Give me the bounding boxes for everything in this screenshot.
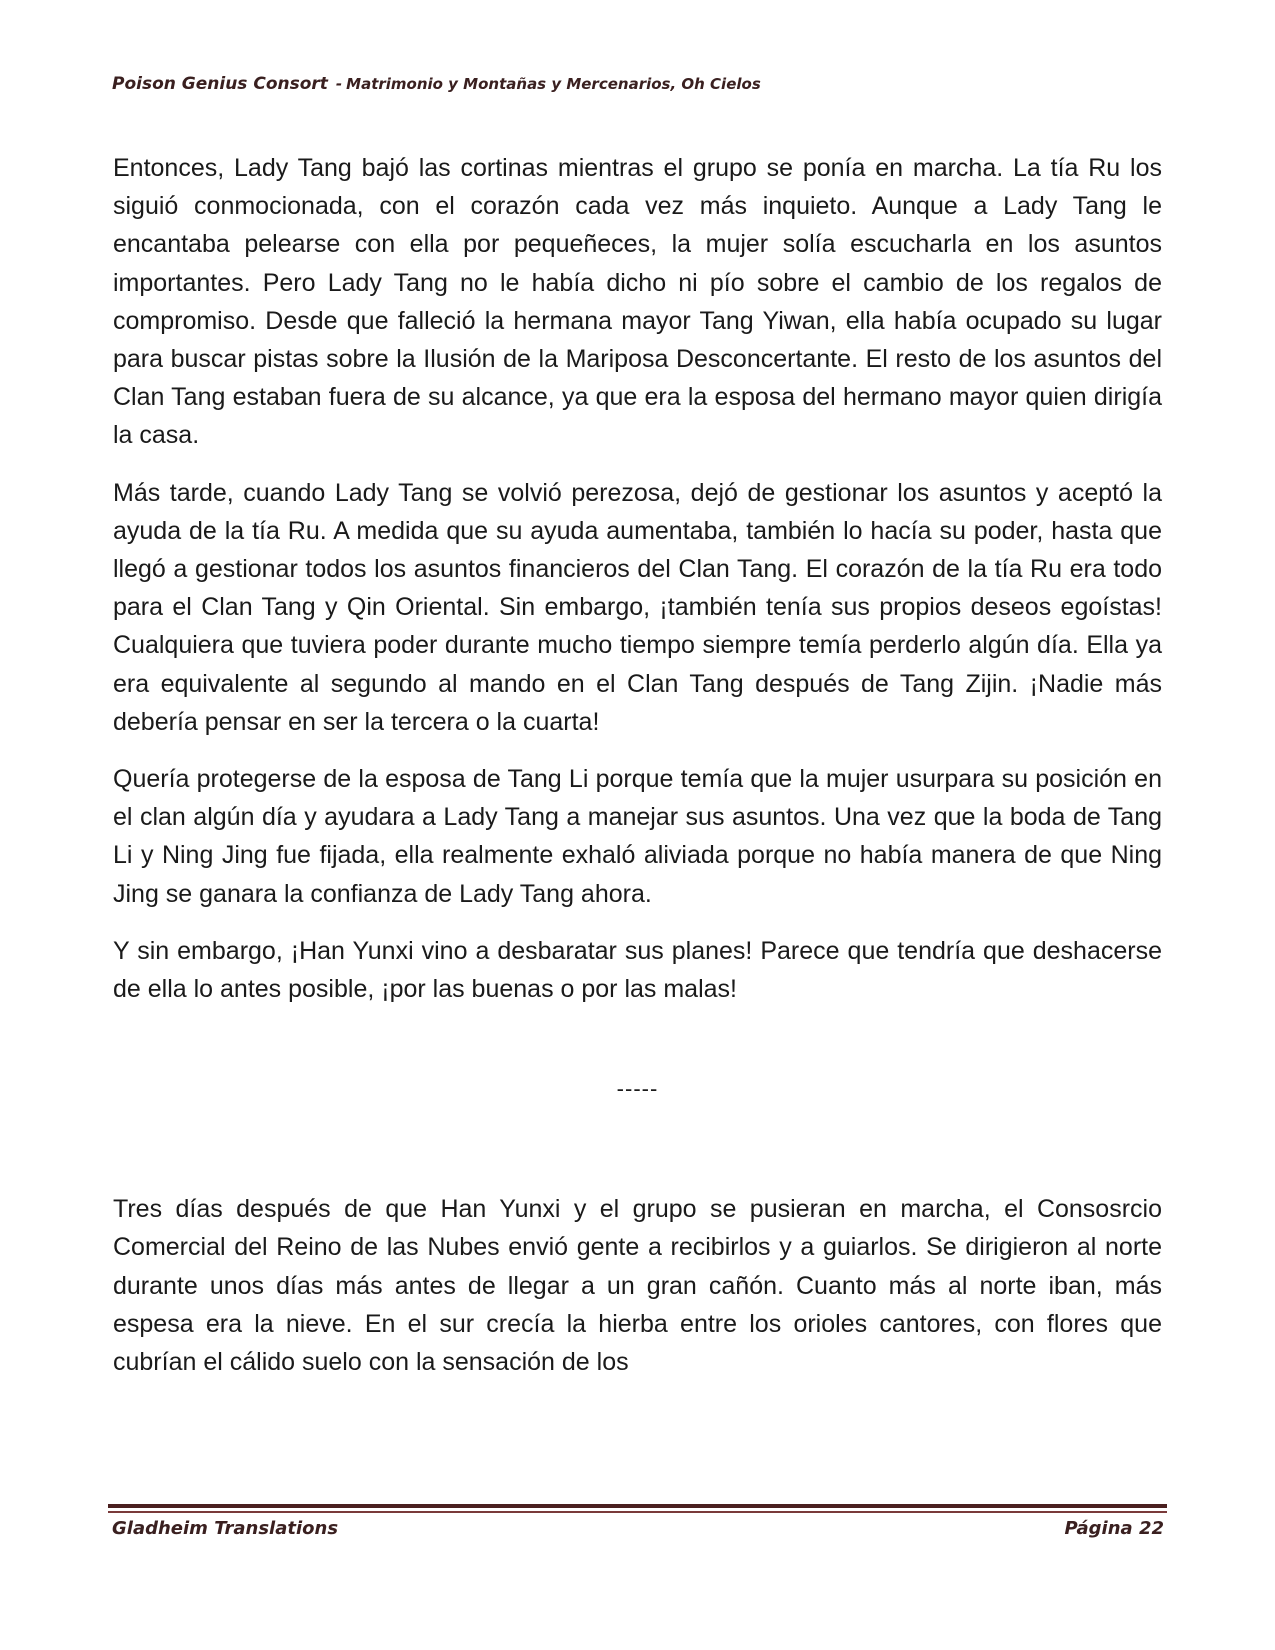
paragraph: Y sin embargo, ¡Han Yunxi vino a desbaratar sus planes! Parece que tendría que deshacerse de ella lo antes posible, ¡por las buenas o por las malas! bbox=[113, 936, 1162, 1004]
page-body bbox=[113, 149, 1162, 1400]
chapter-title: Matrimonio y Montañas y Mercenarios, Oh Cielos bbox=[346, 75, 761, 93]
section-divider: ----- bbox=[616, 1076, 659, 1102]
page-header bbox=[112, 74, 761, 94]
page-number: Página 22 bbox=[1064, 1518, 1164, 1539]
paragraph: Entonces, Lady Tang bajó las cortinas mientras el grupo se ponía en marcha. La tía Ru los siguió conmocionada, con el corazón cada vez más inquieto. Aunque a Lady Tang le encantaba pelearse con ella por pequeñeces, la mujer solía escucharla en los asuntos importantes. Pero Lady Tang no le había dicho ni pío sobre el cambio de los regalos de compromiso. Desde que falleció la hermana mayor Tang Yiwan, ella había ocupado su lugar para buscar pistas sobre la Ilusión de la Mariposa Desconcertante. El resto de los asuntos del Clan Tang estaban fuera de su alcance, ya que era la esposa del hermano mayor quien dirigía la casa. bbox=[113, 154, 1162, 450]
footer-rule-thin bbox=[108, 1511, 1167, 1513]
header-separator: - bbox=[335, 75, 343, 93]
book-title: Poison Genius Consort bbox=[112, 74, 328, 94]
paragraph: Tres días después de que Han Yunxi y el grupo se pusieran en marcha, el Consosrcio Comercial del Reino de las Nubes envió gente a recibirlos y a guiarlos. Se dirigieron al norte durante unos días más antes de llegar a un gran cañón. Cuanto más al norte iban, más espesa era la nieve. En el sur crecía la hierba entre los orioles cantores, con flores que cubrían el cálido suelo con la sensación de los bbox=[113, 1195, 1162, 1377]
paragraph: Más tarde, cuando Lady Tang se volvió perezosa, dejó de gestionar los asuntos y aceptó la ayuda de la tía Ru. A medida que su ayuda aumentaba, también lo hacía su poder, hasta que llegó a gestionar todos los asuntos financieros del Clan Tang. El corazón de la tía Ru era todo para el Clan Tang y Qin Oriental. Sin embargo, ¡también tenía sus propios deseos egoístas! Cualquiera que tuviera poder durante mucho tiempo siempre temía perderlo algún día. Ella ya era equivalente al segundo al mando en el Clan Tang después de Tang Zijin. ¡Nadie más debería pensar en ser la tercera o la cuarta! bbox=[113, 478, 1162, 736]
footer-rule-thick bbox=[108, 1504, 1167, 1508]
paragraph: Quería protegerse de la esposa de Tang Li porque temía que la mujer usurpara su posición en el clan algún día y ayudara a Lady Tang a manejar sus asuntos. Una vez que la boda de Tang Li y Ning Jing fue fijada, ella realmente exhaló aliviada porque no había manera de que Ning Jing se ganara la confianza de Lady Tang ahora. bbox=[113, 765, 1162, 908]
translator-credit: Gladheim Translations bbox=[112, 1518, 339, 1539]
